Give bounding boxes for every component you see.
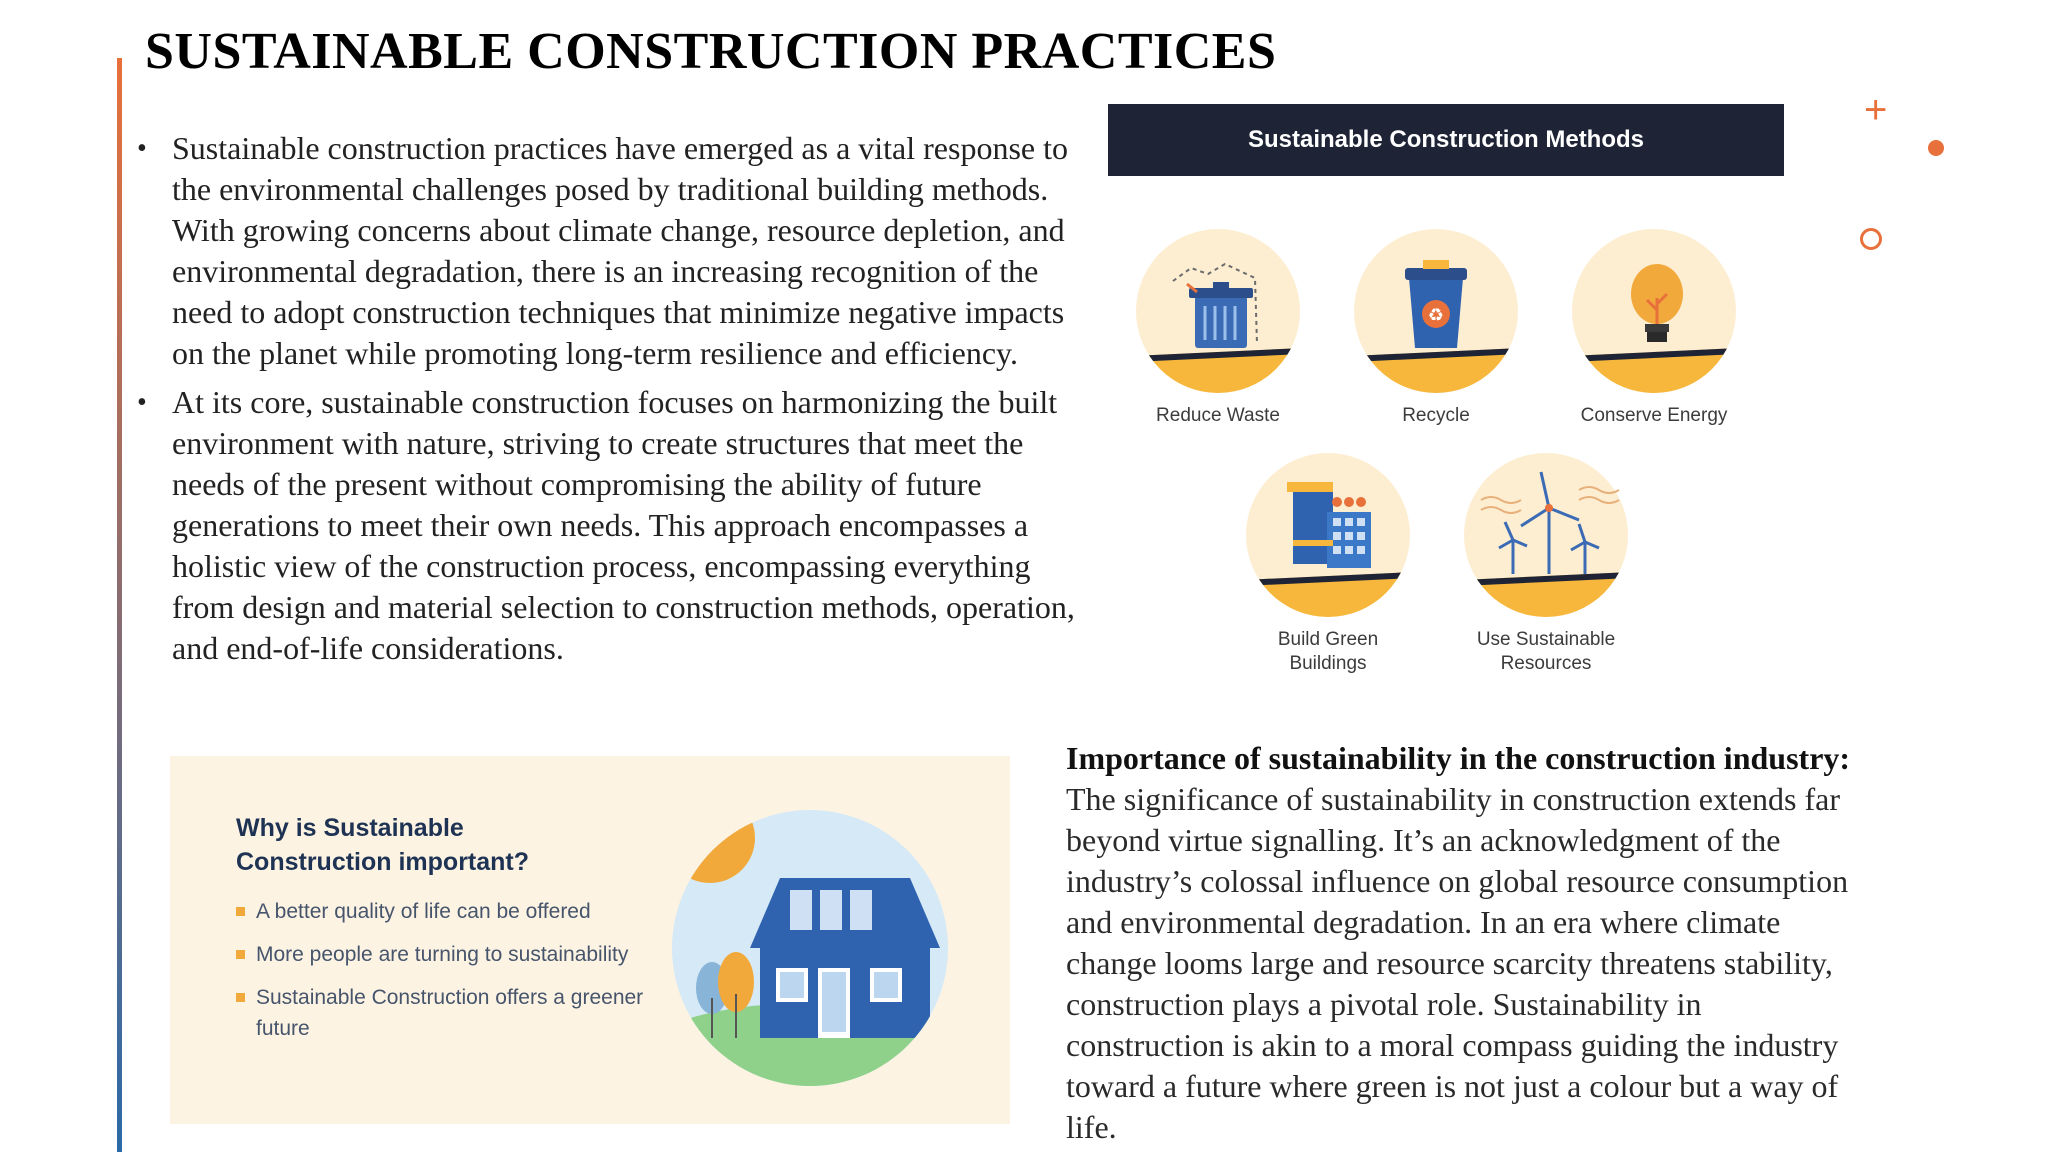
method-label-build-green-line1: Build Green bbox=[1277, 629, 1379, 650]
method-conserve-energy bbox=[1544, 226, 1764, 428]
method-build-green bbox=[1218, 450, 1438, 676]
methods-banner: Sustainable Construction Methods bbox=[1108, 104, 1784, 176]
importance-paragraph bbox=[1066, 738, 1866, 1148]
page-title: SUSTAINABLE CONSTRUCTION PRACTICES bbox=[145, 23, 1277, 80]
trash-bin-icon bbox=[1133, 226, 1303, 396]
method-label-build-green bbox=[1218, 628, 1438, 676]
recycle-bin-icon bbox=[1351, 226, 1521, 396]
method-reduce-waste bbox=[1108, 226, 1328, 428]
plus-icon: + bbox=[1864, 88, 1888, 132]
method-recycle bbox=[1326, 226, 1546, 428]
method-label-reduce-waste: Reduce Waste bbox=[1156, 405, 1280, 426]
intro-bullet-1: • Sustainable construction practices have emerged as a vital response to the environmental challenges posed by traditional building methods. With growing concerns about climate change, resource depletion, and environmental degradation, there is an increasing recognition of the need to adopt construction techniques that minimize negative impacts on the planet while promoting long-term resilience and efficiency. bbox=[135, 128, 1085, 374]
why-title-line1: Why is Sustainable bbox=[236, 814, 464, 842]
why-title-line2: Construction important? bbox=[236, 848, 530, 876]
wind-turbine-icon bbox=[1461, 450, 1631, 620]
importance-body: The significance of sustainability in construction extends far beyond virtue signalling. It’s an acknowledgment of the industry’s colossal influence on global resource consumption and environmental degradation. In an era where climate change looms large and resource scarcity threatens stability, construction plays a pivotal role. Sustainability in construction is akin to a moral compass guiding the industry toward a future where green is not just a colour but a way of life. bbox=[1066, 781, 1849, 1145]
house-illustration bbox=[650, 798, 950, 1088]
method-label-sustainable-resources bbox=[1436, 628, 1656, 676]
why-point-3: Sustainable Construction offers a greener future bbox=[232, 982, 652, 1044]
lightbulb-icon bbox=[1569, 226, 1739, 396]
method-label-sustainable-resources-line1: Use Sustainable bbox=[1476, 629, 1616, 650]
why-title bbox=[236, 811, 596, 879]
ring-icon bbox=[1860, 228, 1882, 250]
why-point-1: A better quality of life can be offered bbox=[232, 896, 652, 927]
dot-icon bbox=[1928, 140, 1944, 156]
intro-bullets bbox=[135, 128, 1085, 677]
why-infographic bbox=[170, 756, 1010, 1124]
accent-line bbox=[117, 58, 122, 1152]
intro-bullet-2: • At its core, sustainable construction focuses on harmonizing the built environment with nature, striving to create structures that meet the needs of the present without compromising the ability of future generations to meet their own needs. This approach encompasses a holistic view of the construction process, encompassing everything from design and material selection to construction methods, operation, and end-of-life considerations. bbox=[135, 382, 1085, 669]
method-label-recycle: Recycle bbox=[1402, 405, 1470, 426]
why-point-2: More people are turning to sustainability bbox=[232, 939, 652, 970]
svg-text:♻: ♻ bbox=[1427, 305, 1445, 326]
building-icon bbox=[1243, 450, 1413, 620]
method-label-sustainable-resources-line2: Resources bbox=[1500, 653, 1592, 674]
importance-heading: Importance of sustainability in the construction industry: bbox=[1066, 740, 1851, 776]
methods-infographic bbox=[1108, 104, 1784, 694]
method-sustainable-resources bbox=[1436, 450, 1656, 676]
method-label-conserve-energy: Conserve Energy bbox=[1580, 405, 1728, 426]
why-list bbox=[232, 896, 652, 1056]
method-label-build-green-line2: Buildings bbox=[1289, 653, 1367, 674]
